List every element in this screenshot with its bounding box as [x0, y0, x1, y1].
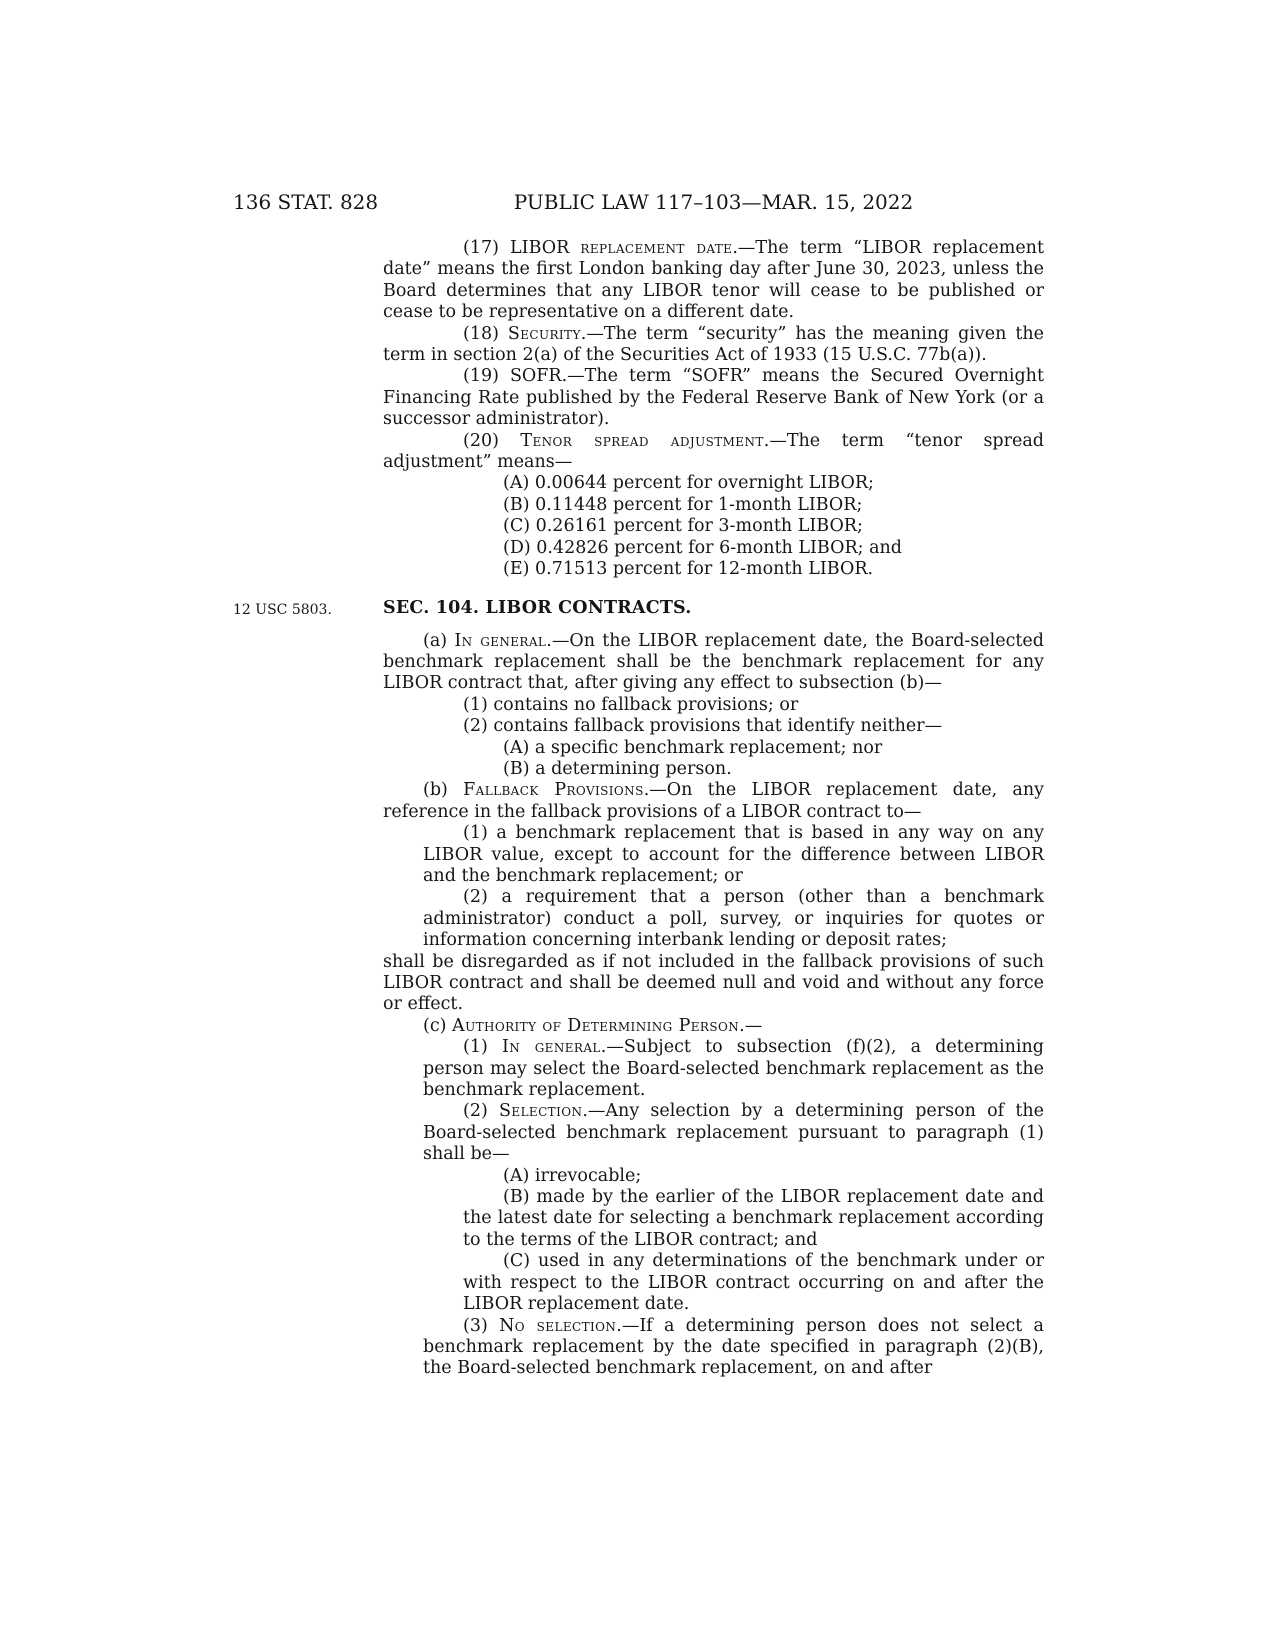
statute-paragraph-c-2-C [463, 1251, 1044, 1315]
small-caps-text: Selection [499, 1101, 583, 1122]
section-heading-row [233, 597, 1044, 619]
stat-page-number: 136 STAT. 828 [233, 190, 379, 214]
body-text: (1) [463, 1037, 502, 1058]
body-text: (B) a determining person. [503, 758, 732, 779]
statute-paragraph-20 [383, 431, 1044, 474]
body-text: (1) a benchmark replacement that is based in any way on any LIBOR value, except to account for the difference between LIBOR and the benchmark replacement; or [423, 823, 1044, 886]
body-text: (E) 0.71513 percent for 12-month LIBOR. [503, 559, 874, 580]
body-text: .—The term “LIBOR replacement date” means the first London banking day after June 30, 2023, unless the Board determines that any LIBOR tenor will cease to be published or cease to be representative on a different date. [383, 238, 1044, 323]
statute-paragraph-a-2-B [463, 759, 1044, 780]
small-caps-text: Fallback Provisions [463, 780, 644, 801]
body-text: (A) a specific benchmark replacement; nor [503, 737, 883, 758]
definitions-block [383, 238, 1044, 581]
statute-paragraph-b-1 [423, 823, 1044, 887]
statute-paragraph-b-flush [383, 952, 1044, 1016]
body-text: .—The term “tenor spread adjustment” means— [383, 430, 1044, 473]
statute-paragraph-b [383, 780, 1044, 823]
body-text: .—If a determining person does not select a benchmark replacement by the date specified in paragraph (2)(B), the Board-selected benchmark replacement, on and after [423, 1315, 1044, 1379]
statute-paragraph-c [383, 1016, 1044, 1037]
small-caps-text: Security [507, 323, 581, 344]
small-caps-text: Tenor spread adjustment [520, 430, 764, 451]
body-text: shall be disregarded as if not included in the fallback provisions of such LIBOR contract and shall be deemed null and void and without any force or effect. [383, 951, 1044, 1015]
statute-paragraph-20-E [503, 559, 1044, 580]
statute-paragraph-a [383, 631, 1044, 695]
statute-paragraph-c-2 [423, 1101, 1044, 1165]
body-text: (C) 0.26161 percent for 3-month LIBOR; [503, 516, 863, 537]
small-caps-text: replacement date [580, 238, 733, 258]
statute-paragraph-a-2-A [463, 738, 1044, 759]
body-text: (2) a requirement that a person (other than a benchmark administrator) conduct a poll, survey, or inquiries for quotes or information concerning interbank lending or deposit rates; [423, 887, 1044, 951]
body-text: (20) [463, 430, 521, 451]
running-header [233, 190, 1044, 214]
body-text: (B) made by the earlier of the LIBOR replacement date and the latest date for selecting a benchmark replacement according to the terms of the LIBOR contract; and [463, 1187, 1044, 1250]
small-caps-text: Authority of Determining Person [452, 1015, 740, 1036]
body-text: (B) 0.11448 percent for 1-month LIBOR; [503, 494, 863, 515]
public-law-title: PUBLIC LAW 117–103—MAR. 15, 2022 [513, 190, 914, 214]
statute-paragraph-c-2-B [463, 1187, 1044, 1251]
statute-paragraph-20-A [503, 473, 1044, 494]
statute-paragraph-17 [383, 238, 1044, 324]
body-text: .—On the LIBOR replacement date, the Board-selected benchmark replacement shall be the benchmark replacement for any LIBOR contract that, after giving any effect to subsection (b)— [383, 630, 1044, 694]
statute-paragraph-a-2 [423, 716, 1044, 737]
body-text: (2) contains fallback provisions that identify neither— [463, 716, 943, 737]
statute-paragraph-c-2-A [463, 1166, 1044, 1187]
statute-paragraph-18 [383, 324, 1044, 367]
statute-paragraph-19 [383, 366, 1044, 430]
body-text: .—On the LIBOR replacement date, any reference in the fallback provisions of a LIBOR contract to— [383, 780, 1044, 822]
statute-paragraph-a-1 [423, 695, 1044, 716]
body-text: (a) [423, 630, 455, 651]
body-text: (18) [463, 323, 508, 344]
statute-paragraph-c-1 [423, 1037, 1044, 1101]
statute-paragraph-20-D [503, 538, 1044, 559]
body-text: (17) LIBOR [463, 238, 581, 258]
body-text: (b) [423, 780, 464, 801]
body-text: (1) contains no fallback provisions; or [463, 694, 799, 715]
body-text: .—The term “security” has the meaning given the term in section 2(a) of the Securities Act of 1933 (15 U.S.C. 77b(a)). [383, 323, 1044, 366]
body-text: (3) [463, 1315, 500, 1336]
body-text: (19) SOFR.—The term “SOFR” means the Secured Overnight Financing Rate published by the Federal Reserve Bank of New York (or a successor administrator). [383, 366, 1044, 430]
section-heading: SEC. 104. LIBOR CONTRACTS. [383, 597, 692, 618]
body-text: (C) used in any determinations of the benchmark under or with respect to the LIBOR contract occurring on and after the LIBOR replacement date. [463, 1251, 1044, 1315]
body-text: .— [739, 1015, 763, 1036]
statute-paragraph-20-B [503, 495, 1044, 516]
body-text: (D) 0.42826 percent for 6-month LIBOR; and [503, 537, 902, 558]
section-body [383, 631, 1044, 1380]
usc-margin-note: 12 USC 5803. [233, 601, 332, 618]
body-text: (A) 0.00644 percent for overnight LIBOR; [503, 473, 874, 494]
statute-paragraph-20-C [503, 516, 1044, 537]
small-caps-text: In general [501, 1037, 601, 1058]
body-text: (2) [463, 1101, 500, 1122]
body-text: .—Subject to subsection (f)(2), a determining person may select the Board-selected benchmark replacement as the benchmark replacement. [423, 1037, 1044, 1101]
body-text: .—Any selection by a determining person of the Board-selected benchmark replacement pursuant to paragraph (1) shall be— [423, 1101, 1045, 1165]
statute-paragraph-c-3 [423, 1316, 1044, 1380]
body-text: (A) irrevocable; [503, 1165, 642, 1186]
body-text: (c) [423, 1015, 453, 1036]
text-column [233, 238, 1045, 1380]
small-caps-text: In general [454, 630, 547, 651]
statute-paragraph-b-2 [423, 887, 1044, 951]
small-caps-text: No selection [499, 1315, 617, 1336]
